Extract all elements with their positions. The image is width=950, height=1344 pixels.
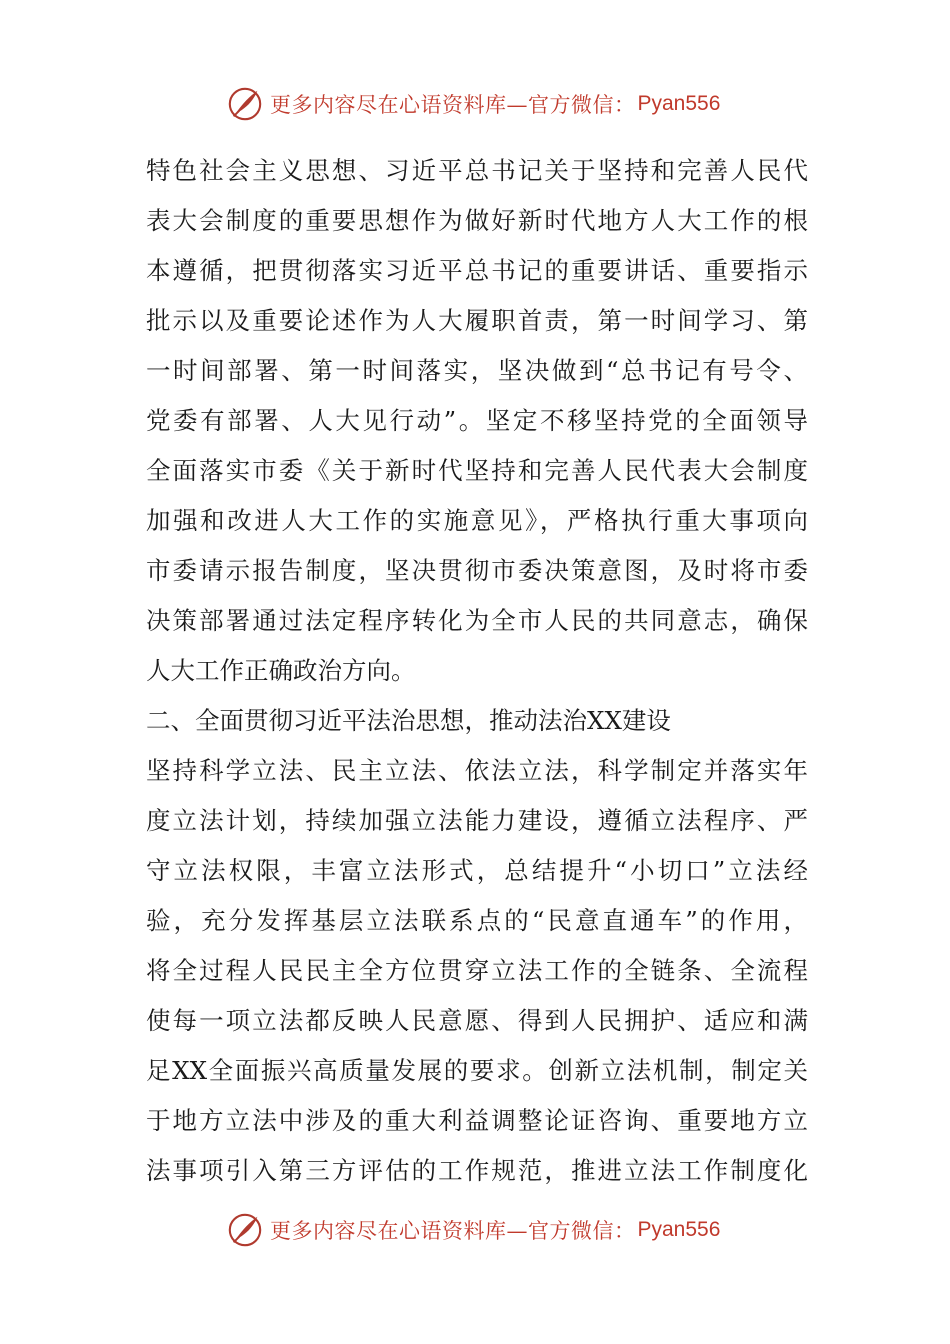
section-heading: 二、全面贯彻习近平法治思想，推动法治XX建设 xyxy=(146,706,671,735)
text-line: 决策部署通过法定程序转化为全市人民的共同意志，确保 xyxy=(146,606,808,635)
banner-wechat-handle: Pyan556 xyxy=(637,1218,721,1241)
text-line: 批示以及重要论述作为人大履职首责，第一时间学习、第 xyxy=(146,306,808,335)
text-line: 坚持科学立法、民主立法、依法立法，科学制定并落实年 xyxy=(146,756,808,785)
document-body xyxy=(146,146,808,1196)
paragraph-2 xyxy=(146,746,808,1196)
quill-logo-icon xyxy=(226,85,264,123)
footer-banner xyxy=(226,1210,720,1250)
text-line: 本遵循，把贯彻落实习近平总书记的重要讲话、重要指示 xyxy=(146,256,808,285)
text-line: 使每一项立法都反映人民意愿、得到人民拥护、适应和满 xyxy=(146,1006,808,1035)
text-line: 一时间部署、第一时间落实，坚决做到“总书记有号令、 xyxy=(146,356,808,385)
text-line: 将全过程人民民主全方位贯穿立法工作的全链条、全流程 xyxy=(146,956,808,985)
text-line: 表大会制度的重要思想作为做好新时代地方人大工作的根 xyxy=(146,206,808,235)
text-line: 全面落实市委《关于新时代坚持和完善人民代表大会制度 xyxy=(146,456,808,485)
text-line: 加强和改进人大工作的实施意见》，严格执行重大事项向 xyxy=(146,506,808,535)
paragraph-1 xyxy=(146,146,808,696)
text-line: 特色社会主义思想、习近平总书记关于坚持和完善人民代 xyxy=(146,156,808,185)
text-line: 度立法计划，持续加强立法能力建设，遵循立法程序、严 xyxy=(146,806,808,835)
text-line: 足XX全面振兴高质量发展的要求。创新立法机制，制定关 xyxy=(146,1056,808,1085)
quill-logo-icon xyxy=(226,1211,264,1249)
banner-wechat-handle: Pyan556 xyxy=(637,92,721,115)
text-line: 于地方立法中涉及的重大利益调整论证咨询、重要地方立 xyxy=(146,1106,808,1135)
text-line: 法事项引入第三方评估的工作规范，推进立法工作制度化 xyxy=(146,1156,808,1185)
text-line: 验，充分发挥基层立法联系点的“民意直通车”的作用， xyxy=(146,906,808,935)
text-line: 党委有部署、人大见行动”。坚定不移坚持党的全面领导 xyxy=(146,406,808,435)
text-line: 市委请示报告制度，坚决贯彻市委决策意图，及时将市委 xyxy=(146,556,808,585)
banner-text: 更多内容尽在心语资料库—官方微信： xyxy=(270,93,636,117)
text-line: 守立法权限，丰富立法形式，总结提升“小切口”立法经 xyxy=(146,856,808,885)
header-banner xyxy=(226,84,720,124)
text-line: 人大工作正确政治方向。 xyxy=(146,656,416,685)
banner-text: 更多内容尽在心语资料库—官方微信： xyxy=(270,1219,636,1243)
